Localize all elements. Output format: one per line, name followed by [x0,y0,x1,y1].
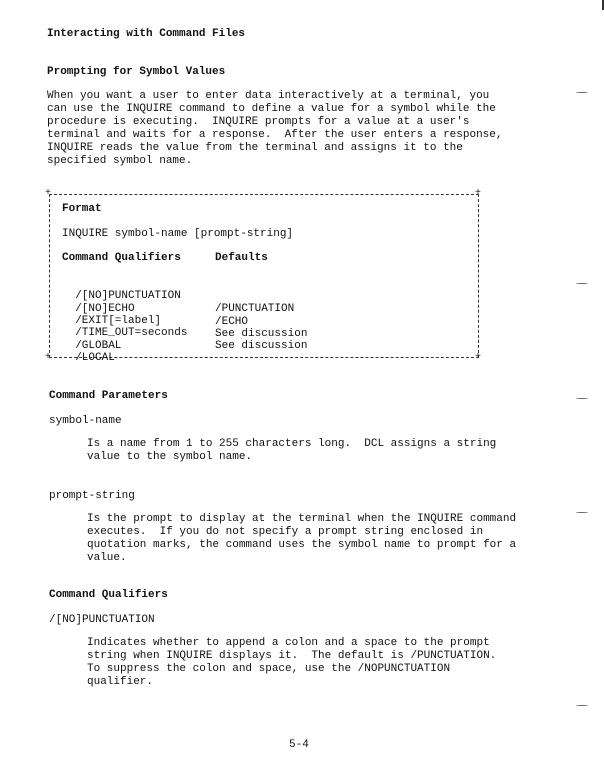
qualifier-row [62,339,115,378]
page-header-title: Interacting with Command Files [47,28,246,40]
desc-line: qualifier. [87,676,154,688]
desc-line: value to the symbol name. [87,451,253,463]
box-corner-top-right: + [475,188,482,199]
qualifier-default: See discussion [215,328,308,340]
qualifier-name: /EXIT[=label] [75,315,162,327]
desc-line: Is a name from 1 to 255 characters long. DCL assigns a string [87,438,497,450]
page-number: 5-4 [289,739,309,751]
intro-paragraph [47,90,502,168]
param-term-symbol-name: symbol-name [49,415,122,427]
box-corner-bottom-left: + [45,352,52,363]
qualifier-name: /GLOBAL [75,340,122,352]
qualifiers-header: Command Qualifiers [62,252,181,264]
defaults-header: Defaults [215,252,268,264]
margin-mark [576,705,588,706]
desc-line: Is the prompt to display at the terminal when the INQUIRE command [87,513,517,525]
intro-line: specified symbol name. [47,155,193,167]
param-term-prompt-string: prompt-string [49,490,135,502]
parameters-heading: Command Parameters [49,390,168,402]
margin-mark [576,92,588,93]
intro-line: terminal and waits for a response. After the user enters a response, [47,129,503,141]
desc-line: Indicates whether to append a colon and a space to the prompt [87,637,490,649]
qualifier-default: See discussion [215,340,308,352]
qualifier-name: /LOCAL [75,352,115,364]
qualifier-name: /[NO]ECHO [75,303,135,315]
desc-line: To suppress the colon and space, use the /NOPUNCTUATION [87,663,451,675]
qualifiers-section-heading: Command Qualifiers [49,589,168,601]
desc-line: executes. If you do not specify a prompt string enclosed in [87,526,484,538]
qualifier-default: /PUNCTUATION [215,303,295,315]
margin-mark [576,512,588,513]
margin-mark [576,283,588,284]
intro-line: procedure is executing. INQUIRE prompts for a value at a user's [47,116,470,128]
box-corner-top-left: + [45,188,52,199]
box-corner-bottom-right: + [475,352,482,363]
format-label: Format [62,203,102,215]
margin-mark [576,398,588,399]
qualifier-term-punctuation: /[NO]PUNCTUATION [49,614,155,626]
qualifier-default: /ECHO [215,316,249,328]
desc-line: value. [87,552,127,564]
qualifier-name: /[NO]PUNCTUATION [75,290,181,302]
qualifier-name: /TIME_OUT=seconds [75,327,188,339]
intro-line: INQUIRE reads the value from the terminal and assigns it to the [47,142,463,154]
param-desc-symbol-name [87,438,496,464]
param-desc-prompt-string [87,513,516,565]
section-heading: Prompting for Symbol Values [47,66,226,78]
qualifier-desc-punctuation [87,637,496,689]
format-syntax: INQUIRE symbol-name [prompt-string] [62,228,294,240]
intro-line: can use the INQUIRE command to define a value for a symbol while the [47,103,496,115]
desc-line: quotation marks, the command uses the symbol name to prompt for a [87,539,517,551]
desc-line: string when INQUIRE displays it. The default is /PUNCTUATION. [87,650,497,662]
intro-line: When you want a user to enter data interactively at a terminal, you [47,90,490,102]
